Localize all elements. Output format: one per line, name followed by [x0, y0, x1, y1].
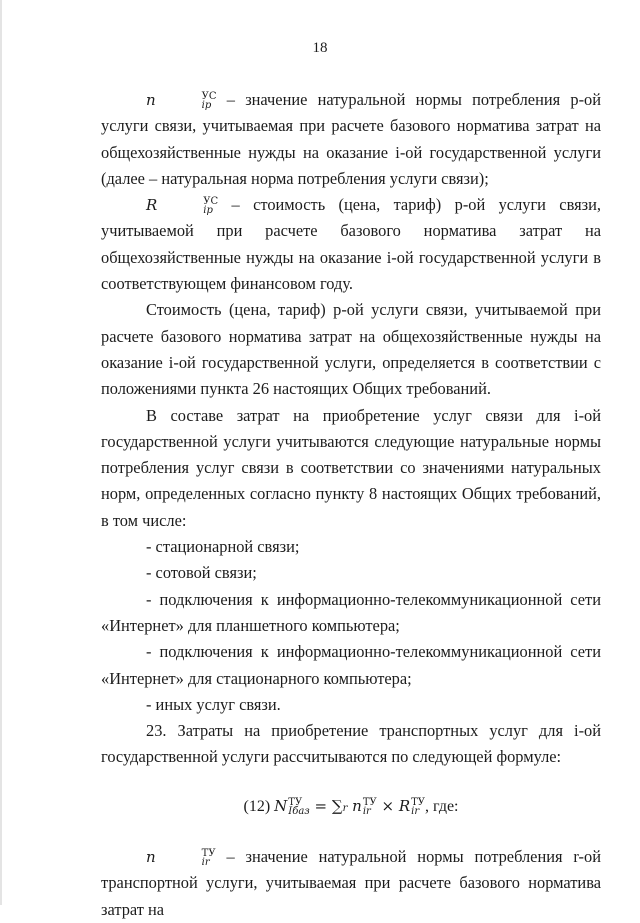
page-edge — [0, 0, 2, 905]
paragraph-definition-r-us — [101, 192, 601, 297]
formula-suffix: , где: — [425, 797, 459, 815]
symbol-n-us-ip: n УС ip — [146, 91, 217, 111]
formula-expression: N ТУ Iбаз = ∑r n ТУ ir × R ТУ ir — [274, 796, 426, 817]
list-item: - стационарной связи; — [146, 537, 300, 557]
paragraph-text: – значение натуральной нормы потребления р-ой услуги связи, учитываемая при расчете базового норматива затрат на общехозяйственные нужды на оказание i-ой государственной услуги (далее – натуральная норма потребления услуги связи); — [101, 90, 601, 188]
paragraph-transport-costs: 23. Затраты на приобретение транспортных услуг для i-ой государственной услуги рассчитываются по следующей формуле: — [101, 721, 601, 767]
paragraph-cost-communication: Стоимость (цена, тариф) р-ой услуги связи, учитываемой при расчете базового норматива затрат на общехозяйственные нужды на оказание i-ой государственной услуги, определяется в соответствии с положениями пункта 26 настоящих Общих требований. — [101, 300, 601, 399]
formula-number: (12) — [243, 797, 271, 815]
list-item: - подключения к информационно-телекоммуникационной сети «Интернет» для планшетного компьютера; — [101, 589, 601, 635]
symbol-n-tu-ir: n ТУ ir — [146, 848, 216, 869]
paragraph-text: – значение натуральной нормы потребления r-ой транспортной услуги, учитываемая при расчете базового норматива затрат на — [101, 847, 601, 919]
paragraph-communication-norms: В составе затрат на приобретение услуг связи для i-ой государственной услуги учитываются следующие натуральные нормы потребления услуг связи в соответствии со значениями натуральных норм, определенных согласно пункту 8 настоящих Общих требований, в том числе: — [101, 405, 601, 530]
paragraph-text: – стоимость (цена, тариф) р-ой услуги связи, учитываемой при расчете базового норматива затрат на общехозяйственные нужды на оказание i-ой государственной услуги в соответствующем финансовом году. — [101, 195, 601, 294]
symbol-r-us-ip: R УС ip — [146, 196, 219, 217]
list-item: - сотовой связи; — [146, 563, 257, 583]
list-item: - подключения к информационно-телекоммуникационной сети «Интернет» для стационарного компьютера; — [101, 642, 601, 688]
paragraph-definition-n-us — [101, 87, 601, 192]
formula-12 — [101, 793, 601, 822]
paragraph-definition-n-tu — [101, 844, 601, 923]
page-number: 18 — [312, 40, 328, 56]
list-item: - иных услуг связи. — [146, 694, 281, 714]
document-body — [101, 87, 601, 923]
